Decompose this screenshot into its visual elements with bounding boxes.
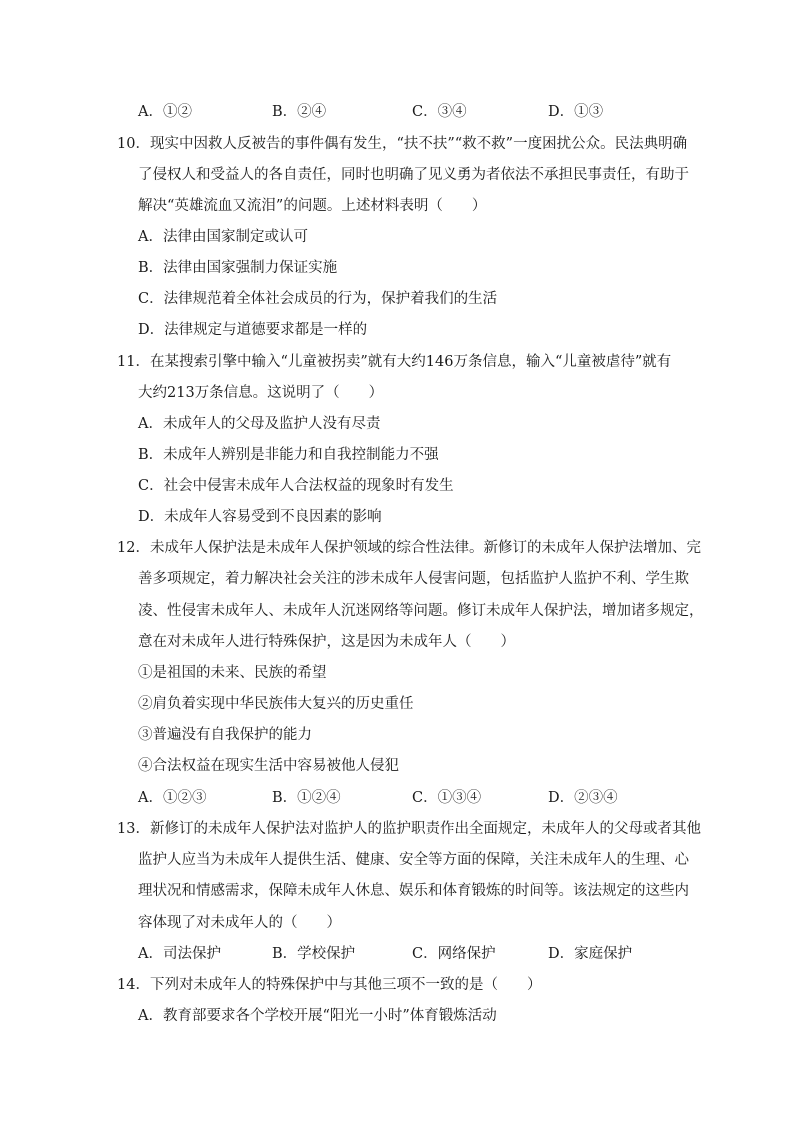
q10-option-b[interactable]: B．法律由国家强制力保证实施 xyxy=(138,260,338,276)
q12-item-1: ①是祖国的未来、民族的希望 xyxy=(138,665,327,681)
q12-item-4: ④合法权益在现实生活中容易被他人侵犯 xyxy=(138,758,399,774)
q12-item-2: ②肩负着实现中华民族伟大复兴的历史重任 xyxy=(138,696,414,712)
q11-stem-line-2: 大约213万条信息。这说明了（ ） xyxy=(138,385,384,401)
q12-option-a[interactable]: A．①②③ xyxy=(138,790,207,806)
q11-option-d[interactable]: D．未成年人容易受到不良因素的影响 xyxy=(138,509,382,525)
q10-stem-line-1: 10．现实中因救人反被告的事件偶有发生，“扶不扶”“救不救”一度困扰公众。民法典明确 xyxy=(117,136,688,152)
q12-options xyxy=(138,788,698,808)
q12-option-d[interactable]: D．②③④ xyxy=(548,790,618,806)
q10-option-d[interactable]: D．法律规定与道德要求都是一样的 xyxy=(138,322,368,338)
q9-options xyxy=(138,102,698,122)
q13-option-b[interactable]: B．学校保护 xyxy=(272,946,356,962)
q9-option-d[interactable]: D．①③ xyxy=(548,104,604,120)
q12-item-3: ③普遍没有自我保护的能力 xyxy=(138,727,312,743)
q13-option-c[interactable]: C．网络保护 xyxy=(412,946,496,962)
q12-option-c[interactable]: C．①③④ xyxy=(412,790,482,806)
q14-option-a[interactable]: A．教育部要求各个学校开展“阳光一小时”体育锻炼活动 xyxy=(138,1008,497,1024)
q14-stem-line-1: 14．下列对未成年人的特殊保护中与其他三项不一致的是（ ） xyxy=(117,977,542,993)
q9-option-b[interactable]: B．②④ xyxy=(272,104,327,120)
q13-stem-line-1: 13．新修订的未成年人保护法对监护人的监护职责作出全面规定，未成年人的父母或者其他 xyxy=(117,821,701,837)
q10-stem-line-2: 了侵权人和受益人的各自责任，同时也明确了见义勇为者依法不承担民事责任，有助于 xyxy=(138,167,689,183)
q9-option-c[interactable]: C．③④ xyxy=(412,104,467,120)
q13-stem-line-2: 监护人应当为未成年人提供生活、健康、安全等方面的保障，关注未成年人的生理、心 xyxy=(138,852,689,868)
q10-stem-line-3: 解决“英雄流血又流泪”的问题。上述材料表明（ ） xyxy=(138,198,487,214)
q13-option-d[interactable]: D．家庭保护 xyxy=(548,946,633,962)
q13-options xyxy=(138,944,698,964)
q12-stem-line-1: 12．未成年人保护法是未成年人保护领域的综合性法律。新修订的未成年人保护法增加、完 xyxy=(117,540,701,556)
q9-option-a[interactable]: A．①② xyxy=(138,104,192,120)
q10-option-c[interactable]: C．法律规范着全体社会成员的行为，保护着我们的生活 xyxy=(138,291,498,307)
q10-option-a[interactable]: A．法律由国家制定或认可 xyxy=(138,229,308,245)
q12-stem-line-4: 意在对未成年人进行特殊保护，这是因为未成年人（ ） xyxy=(138,634,515,650)
q11-option-b[interactable]: B．未成年人辨别是非能力和自我控制能力不强 xyxy=(138,447,439,463)
q12-stem-line-3: 凌、性侵害未成年人、未成年人沉迷网络等问题。修订未成年人保护法，增加诸多规定， xyxy=(138,603,704,619)
q13-stem-line-4: 容体现了对未成年人的（ ） xyxy=(138,915,341,931)
q11-stem-line-1: 11．在某搜索引擎中输入“儿童被拐卖”就有大约146万条信息，输入“儿童被虐待”就有 xyxy=(117,354,672,370)
q12-stem-line-2: 善多项规定，着力解决社会关注的涉未成年人侵害问题，包括监护人监护不利、学生欺 xyxy=(138,571,689,587)
q13-option-a[interactable]: A．司法保护 xyxy=(138,946,221,962)
q11-option-a[interactable]: A．未成年人的父母及监护人没有尽责 xyxy=(138,416,381,432)
q13-stem-line-3: 理状况和情感需求，保障未成年人休息、娱乐和体育锻炼的时间等。该法规定的这些内 xyxy=(138,883,689,899)
q11-option-c[interactable]: C．社会中侵害未成年人合法权益的现象时有发生 xyxy=(138,478,454,494)
q12-option-b[interactable]: B．①②④ xyxy=(272,790,341,806)
